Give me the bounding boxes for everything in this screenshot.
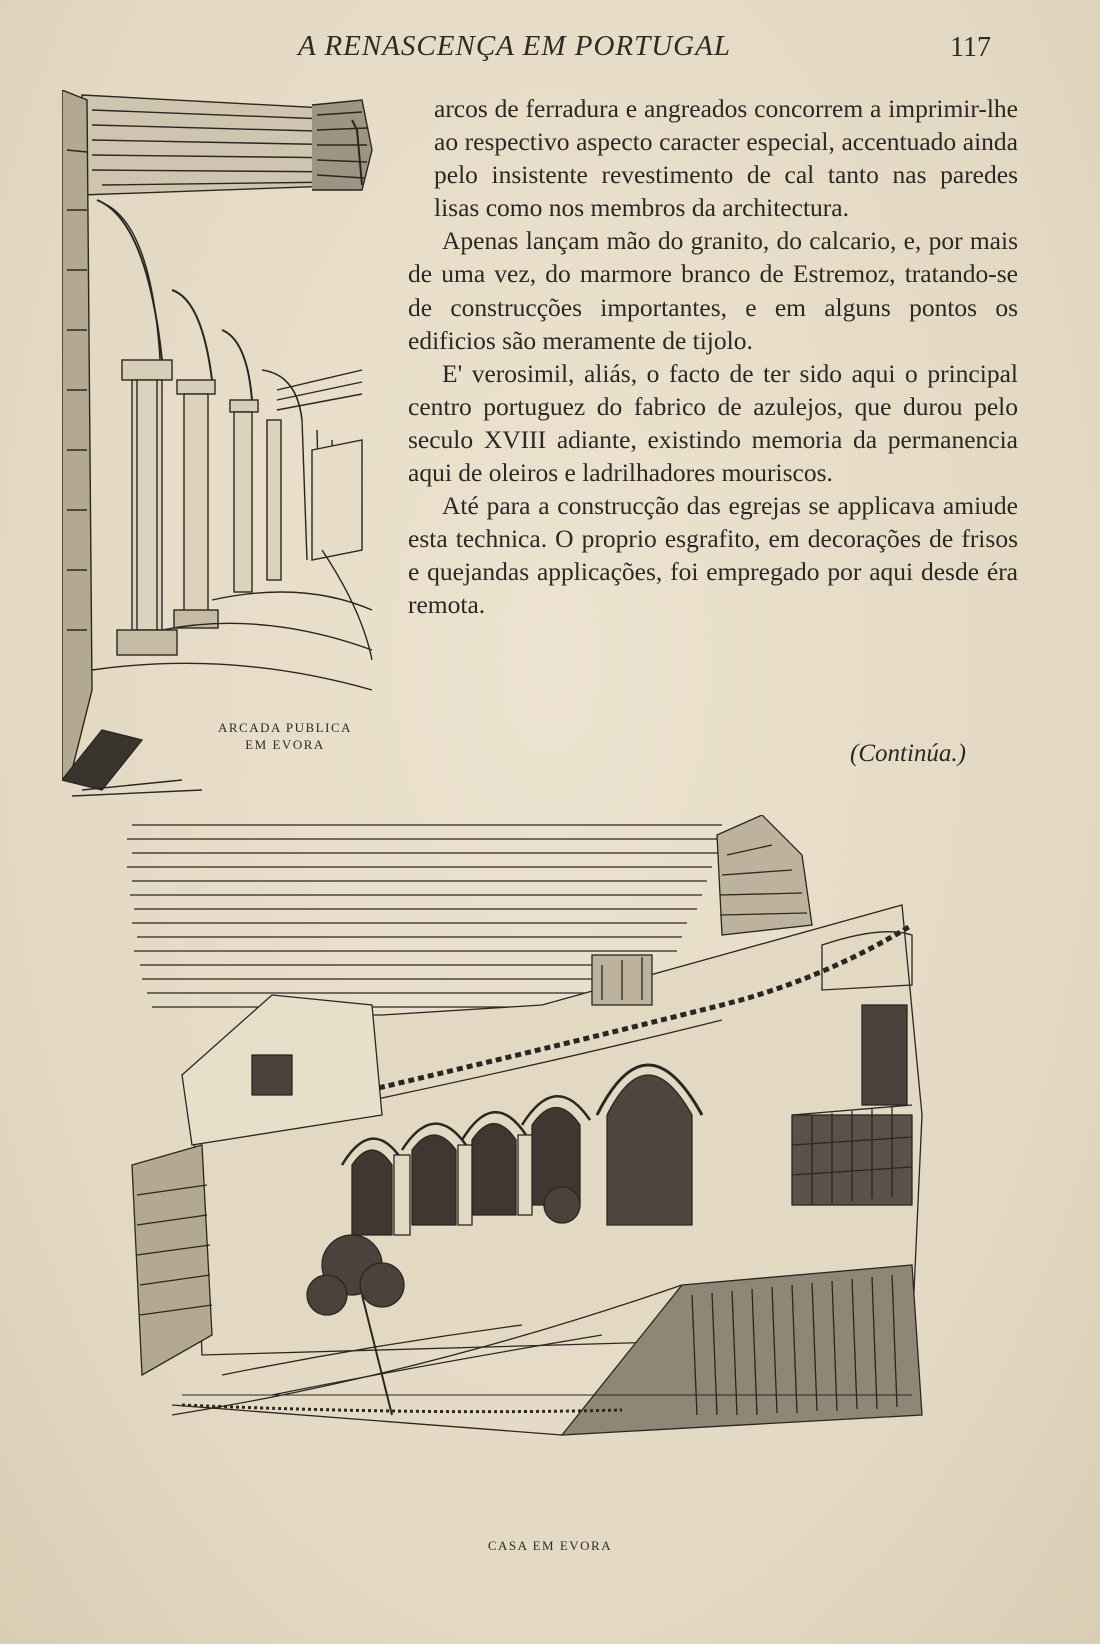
page-header	[0, 30, 1100, 74]
arcada-caption-line2: EM EVORA	[245, 737, 325, 752]
vault-hatching	[82, 95, 372, 195]
paragraph-1: arcos de ferradura e angreados concorrem a imprimir-lhe ao respectivo aspecto caracter especial, accentuado ainda pelo insistente revestimento de cal tanto nas paredes lisas como nos membros da architectura.	[434, 94, 1018, 223]
paragraph-3: E' verosimil, aliás, o facto de ter sido aqui o principal centro portuguez do fabrico de azulejos, que durou pelo seculo XVIII adiante, existindo memoria da permanencia aqui de oleiros e ladrilhadores mouriscos.	[408, 358, 1018, 488]
running-title: A RENASCENÇA EM PORTUGAL	[298, 30, 731, 62]
arcada-caption	[195, 719, 375, 753]
casa-caption: CASA EM EVORA	[487, 1538, 613, 1553]
paragraph-4: Até para a construcção das egrejas se applicava amiude esta technica. O proprio esgrafito, em decorações de frisos e quejandas applicações, foi empregado por aqui desde éra remota.	[408, 491, 1018, 620]
paragraph-2: Apenas lançam mão do granito, do calcario, e, por mais de uma vez, do marmore branco de Estremoz, tratando-se de construcções importantes, e em alguns pontos os edificios são meramente de tijolo.	[408, 226, 1018, 355]
arcada-caption-line1: ARCADA PUBLICA	[217, 720, 353, 735]
casa-illustration	[122, 815, 962, 1495]
page-number: 117	[950, 32, 991, 63]
arcada-illustration	[62, 90, 400, 802]
continuation-note: (Continúa.)	[850, 740, 966, 767]
body-text	[408, 92, 1018, 622]
